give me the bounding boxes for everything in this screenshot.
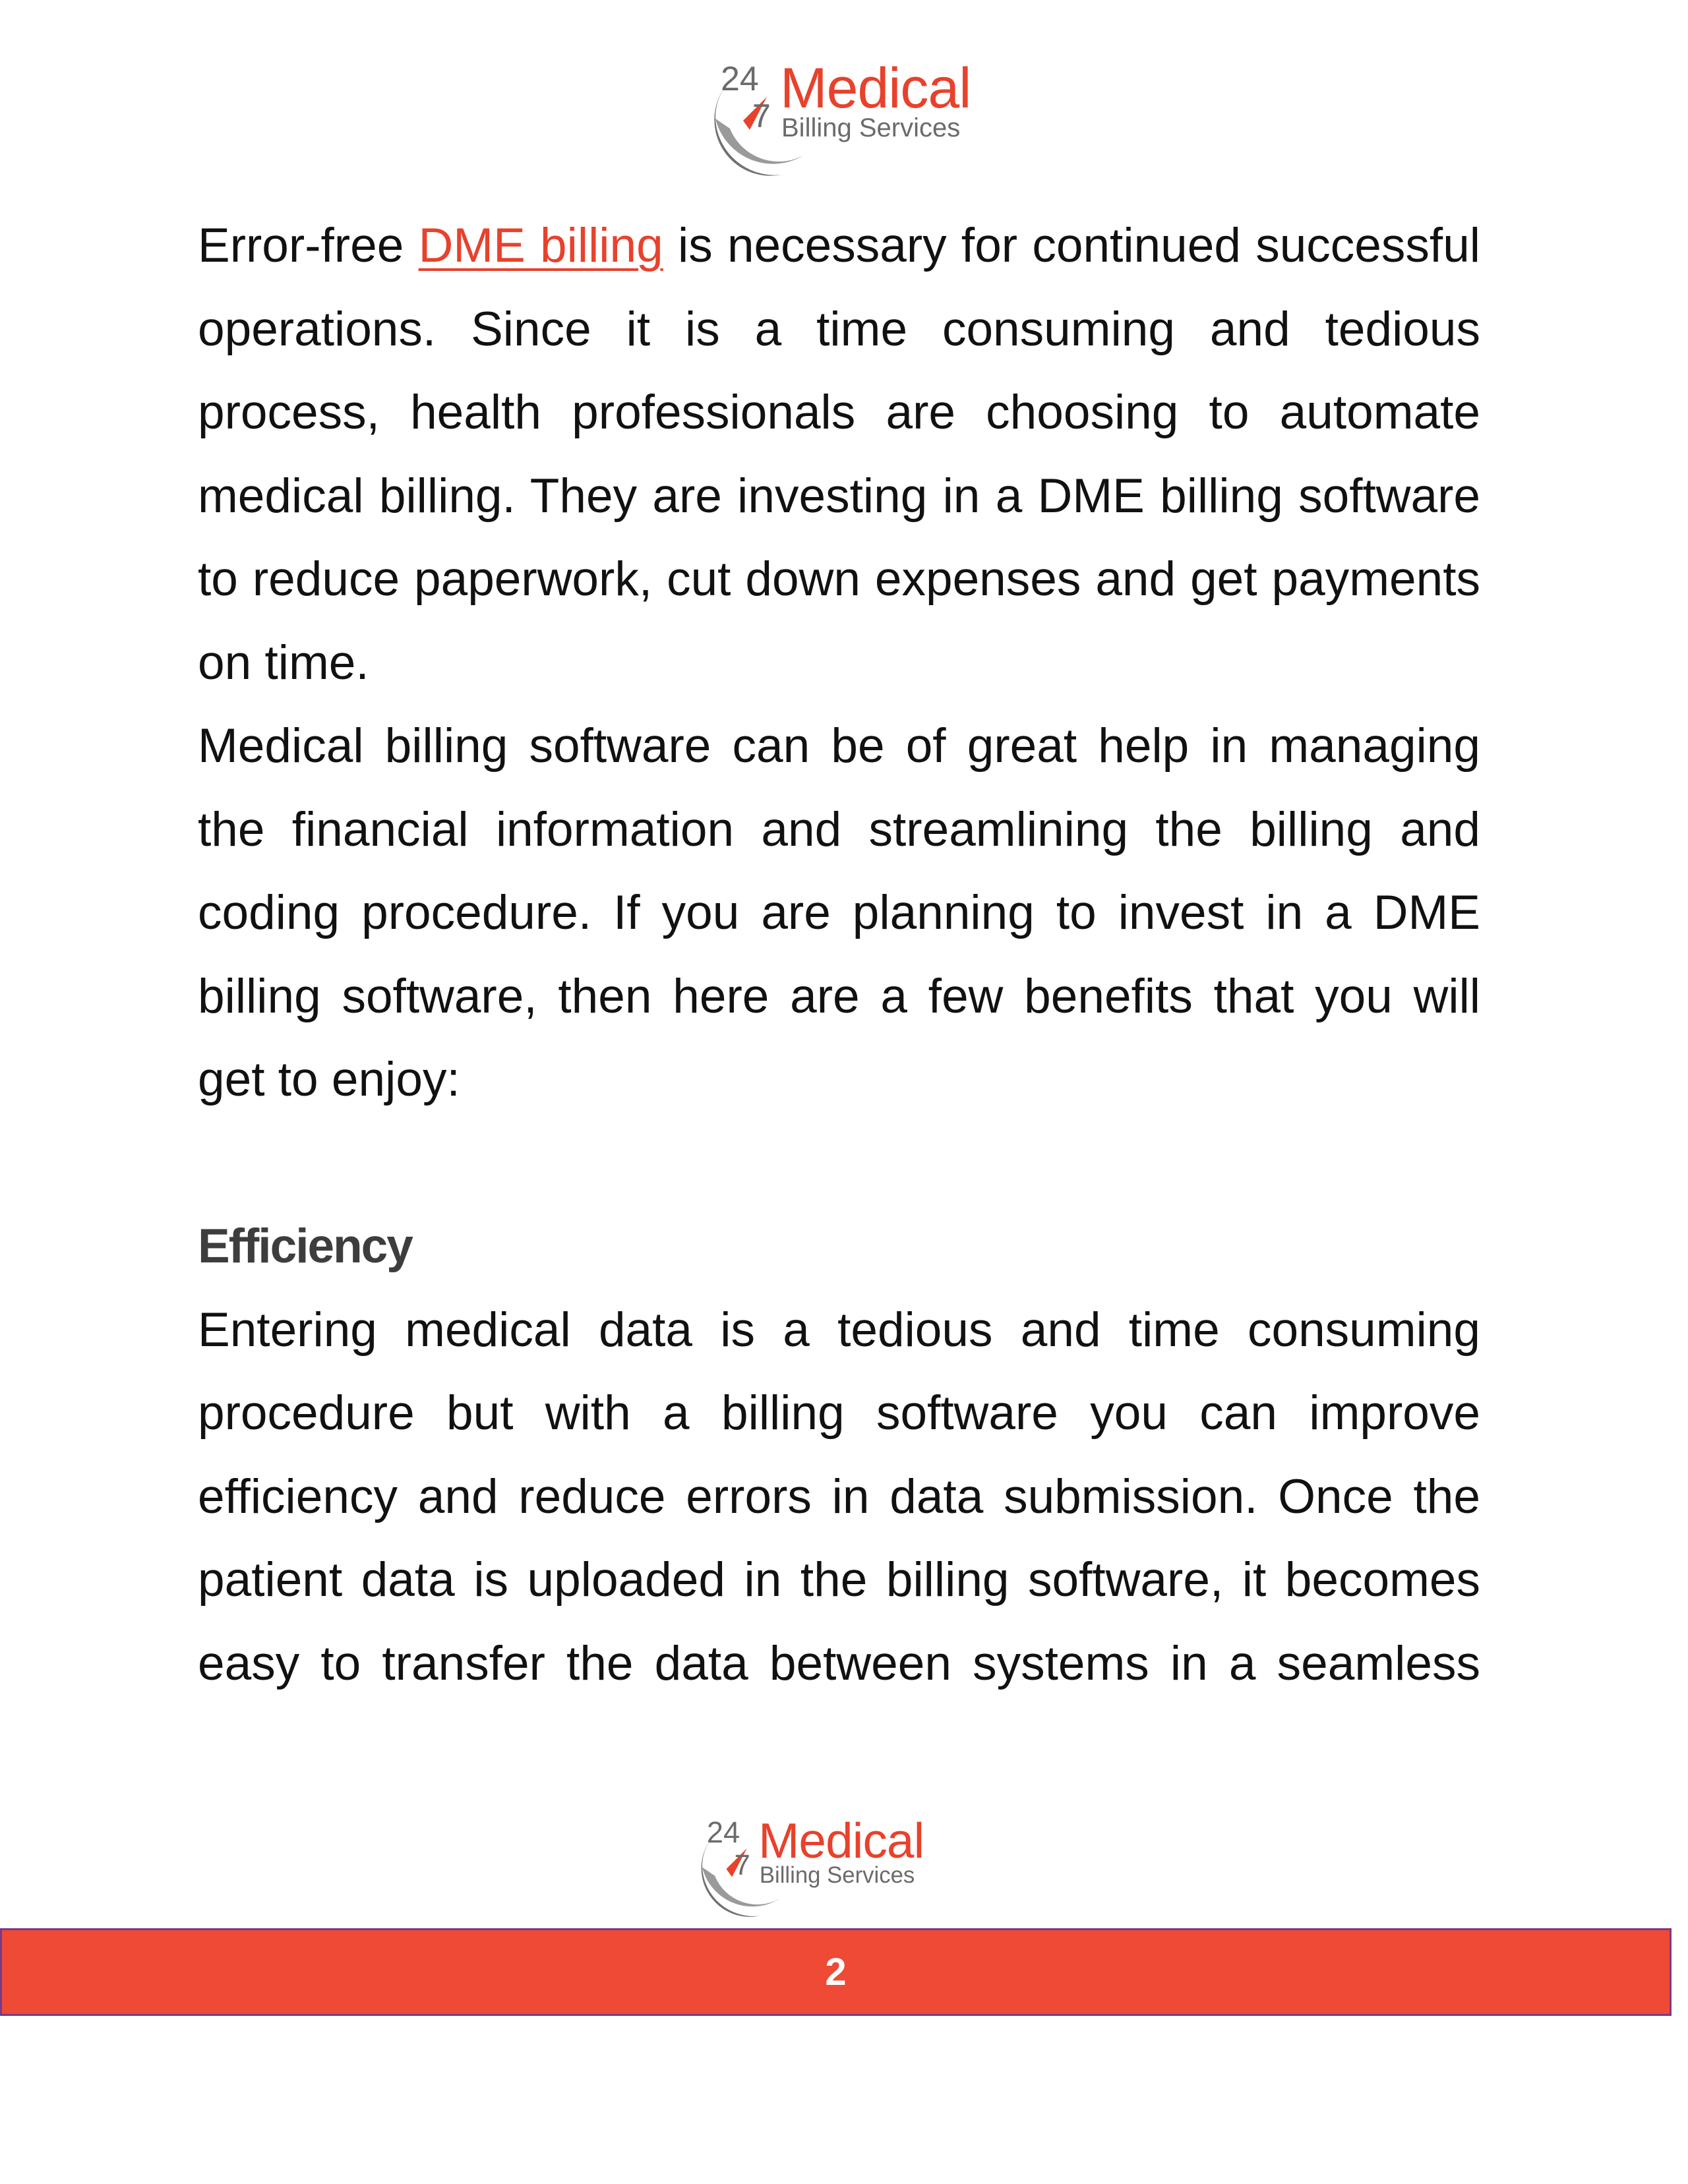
company-logo-header: [689, 56, 992, 181]
logo-subtitle: Billing Services: [781, 113, 961, 142]
logo-graphic-footer: [679, 1813, 943, 1922]
logo-graphic: [689, 56, 992, 181]
paragraph-intro-rest: is necessary for continued successful operations. Since it is a time consuming and tedious process, health professionals are choosing to automate medical billing. They are investing in a DME billing software to reduce paperwork, cut down expenses and get payments on time.: [198, 219, 1481, 690]
paragraph-intro-lead: Error-free: [198, 219, 419, 272]
dme-billing-link[interactable]: DME billing: [418, 219, 663, 272]
logo-title: Medical: [780, 57, 971, 120]
logo-subtitle: Billing Services: [759, 1862, 915, 1888]
logo-number-7: 7: [752, 98, 771, 134]
paragraph-intro: [198, 204, 1480, 705]
footer-bar: [0, 1928, 1672, 2016]
paragraph-spacer: [198, 1122, 1480, 1206]
page-number: 2: [825, 1951, 847, 1993]
logo-title: Medical: [758, 1812, 924, 1868]
document-body: [198, 204, 1480, 1705]
company-logo-footer: [679, 1813, 943, 1922]
logo-number-24: 24: [721, 60, 759, 98]
paragraph-efficiency: Entering medical data is a tedious and time consuming procedure but with a billing software you can improve efficiency and reduce errors in data submission. Once the patient data is uploaded in the billing software, it becomes easy to transfer the data between systems in a seamless: [198, 1303, 1480, 1690]
logo-number-7: 7: [734, 1849, 750, 1881]
paragraph-software-benefits: Medical billing software can be of great help in managing the financial information and streamlining the billing and coding procedure. If you are planning to invest in a DME billing software, then here are a few benefits that you will get to enjoy:: [198, 719, 1480, 1106]
logo-number-24: 24: [706, 1815, 740, 1850]
section-heading-efficiency: Efficiency: [198, 1220, 412, 1273]
